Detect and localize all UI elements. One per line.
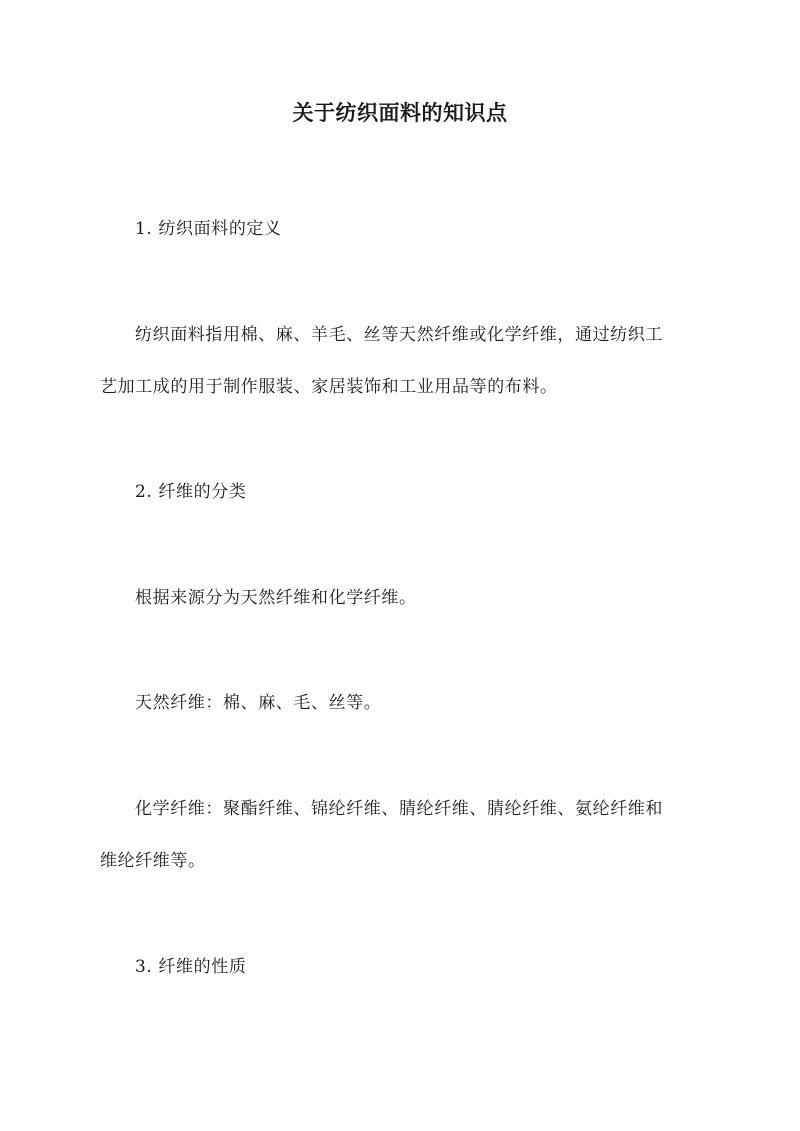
classification-paragraph-chemical-line-2: 维纶纤维等。: [100, 851, 206, 871]
classification-paragraph-source: 根据来源分为天然纤维和化学纤维。: [135, 588, 417, 608]
section-heading-definition: 1. 纺织面料的定义: [135, 219, 282, 239]
section-heading-properties: 3. 纤维的性质: [135, 957, 247, 977]
section-heading-classification: 2. 纤维的分类: [135, 482, 247, 502]
definition-paragraph-line-2: 艺加工成的用于制作服装、家居装饰和工业用品等的布料。: [100, 377, 558, 397]
definition-paragraph-line-1: 纺织面料指用棉、麻、羊毛、丝等天然纤维或化学纤维，通过纺织工: [135, 325, 663, 345]
classification-paragraph-chemical-line-1: 化学纤维：聚酯纤维、锦纶纤维、腈纶纤维、腈纶纤维、氨纶纤维和: [135, 799, 663, 819]
classification-paragraph-natural: 天然纤维：棉、麻、毛、丝等。: [135, 693, 382, 713]
document-title: 关于纺织面料的知识点: [292, 100, 508, 125]
